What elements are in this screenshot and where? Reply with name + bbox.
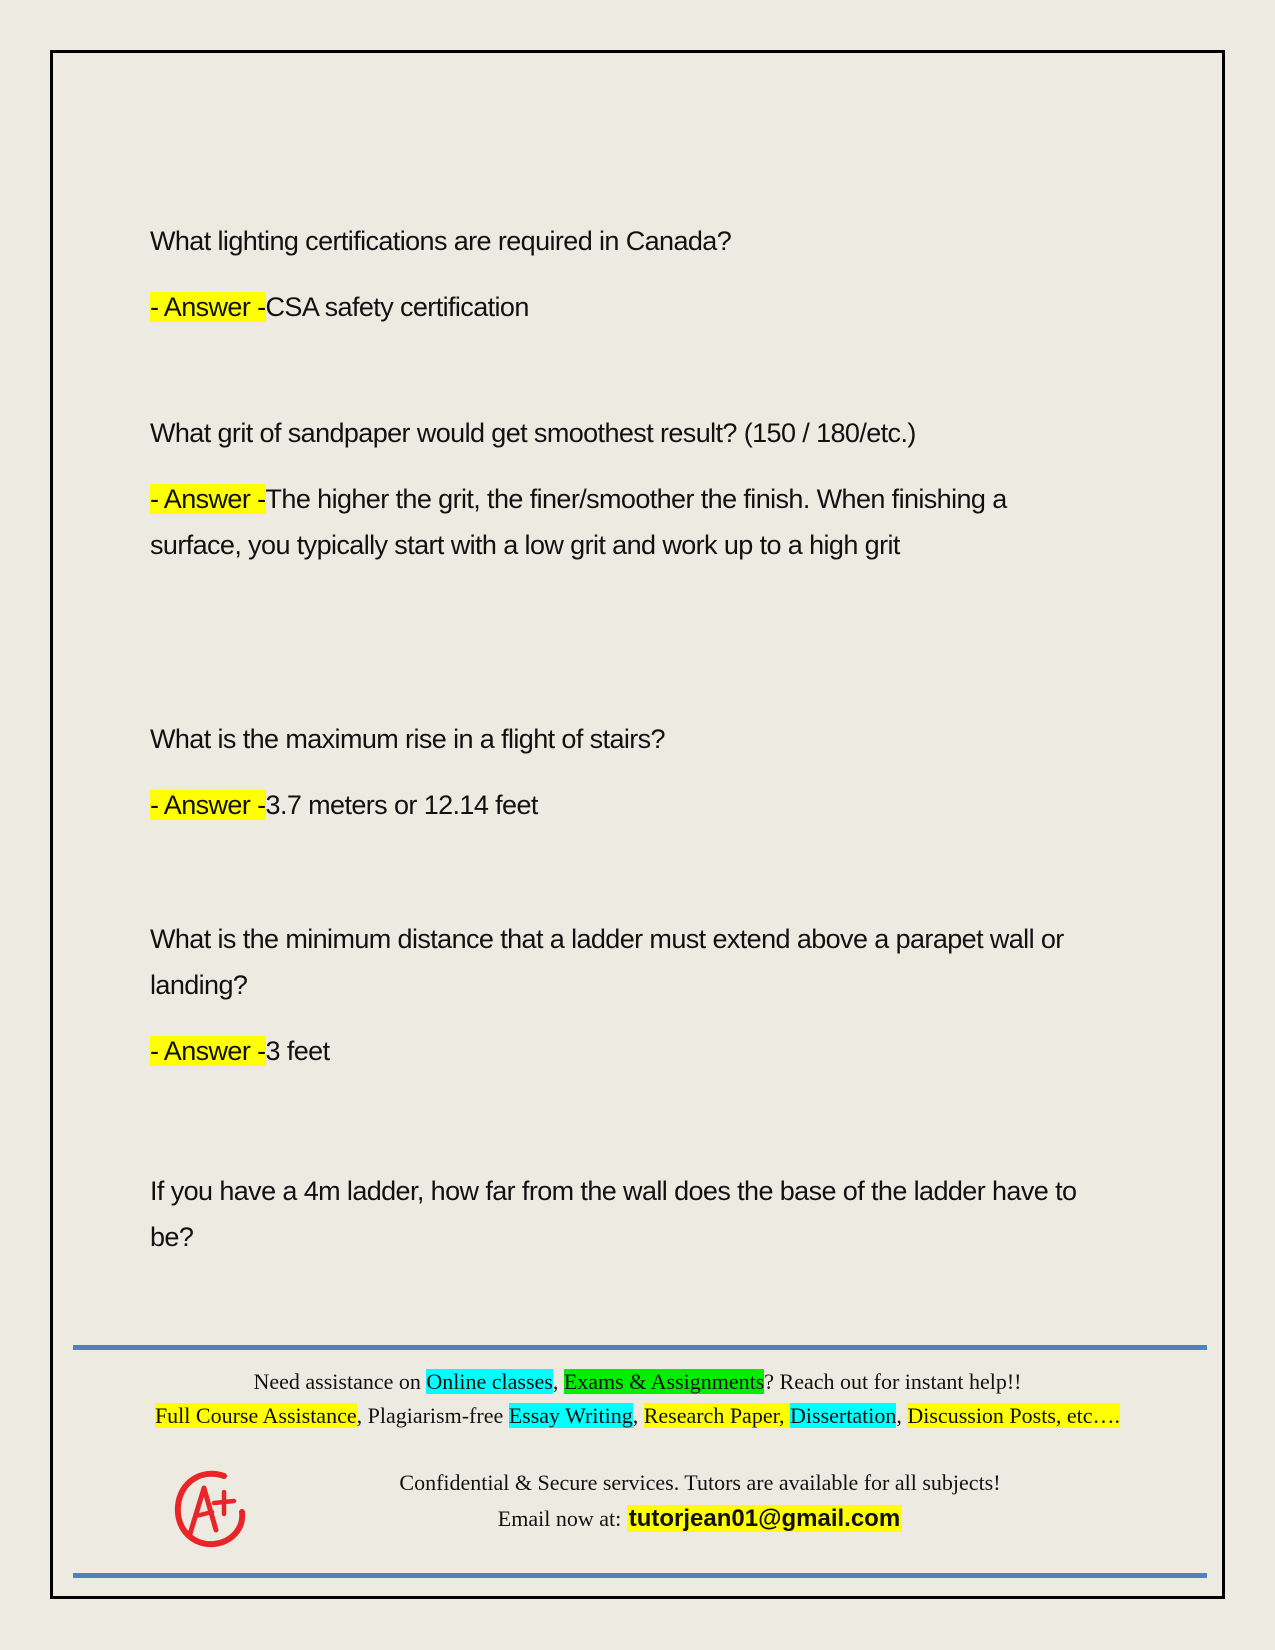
footer-bottom-rule	[73, 1573, 1207, 1578]
qa-item	[150, 410, 1100, 568]
answer-body: 3 feet	[265, 1036, 330, 1066]
answer-label: - Answer -	[150, 1036, 266, 1066]
answer-text	[150, 782, 1100, 828]
answer-label: - Answer -	[150, 292, 266, 322]
footer-text: ,	[552, 1369, 564, 1394]
footer-line-1	[60, 1365, 1215, 1399]
footer-text: ,	[896, 1403, 908, 1428]
question-text: What grit of sandpaper would get smoothest result? (150 / 180/etc.)	[150, 418, 916, 448]
footer-text: ,	[632, 1403, 644, 1428]
footer-text: Need assistance on	[253, 1369, 427, 1394]
qa-item	[150, 218, 1100, 330]
answer-body: The higher the grit, the finer/smoother the finish. When finishing a surface, you typically start with a low grit and work up to a high grit	[150, 484, 1007, 560]
question-text: What lighting certifications are required in Canada?	[150, 226, 732, 256]
answer-body: CSA safety certification	[265, 292, 529, 322]
footer-text: , Plagiarism-free	[356, 1403, 509, 1428]
question-text: What is the minimum distance that a ladder must extend above a parapet wall or landing?	[150, 924, 1064, 1000]
answer-text	[150, 284, 1100, 330]
a-plus-logo-icon	[172, 1468, 248, 1550]
answer-label: - Answer -	[150, 790, 266, 820]
email-label: Email now at:	[497, 1506, 627, 1531]
answer-label: - Answer -	[150, 484, 266, 514]
footer-email-line	[250, 1502, 1150, 1536]
highlight-full-course: Full Course Assistance	[154, 1403, 357, 1428]
answer-body: 3.7 meters or 12.14 feet	[265, 790, 538, 820]
footer-line-3: Confidential & Secure services. Tutors are available for all subjects!	[399, 1470, 1001, 1495]
question-text: If you have a 4m ladder, how far from the wall does the base of the ladder have to be?	[150, 1176, 1077, 1252]
qa-item	[150, 716, 1100, 828]
qa-item	[150, 1168, 1100, 1280]
footer-text: ? Reach out for instant help!!	[764, 1369, 1022, 1394]
footer-line-2	[60, 1399, 1215, 1433]
question-text: What is the maximum rise in a flight of stairs?	[150, 724, 665, 754]
highlight-online-classes: Online classes	[426, 1369, 553, 1394]
qa-item	[150, 916, 1100, 1074]
answer-text	[150, 476, 1100, 568]
highlight-exams: Exams & Assignments	[563, 1369, 765, 1394]
footer-top-rule	[73, 1345, 1207, 1350]
highlight-essay: Essay Writing	[508, 1403, 633, 1428]
email-link[interactable]: tutorjean01@gmail.com	[628, 1505, 901, 1532]
highlight-dissertation: Dissertation	[790, 1403, 897, 1428]
answer-text	[150, 1028, 1100, 1074]
highlight-research: Research Paper,	[643, 1403, 791, 1428]
highlight-discussion: Discussion Posts, etc….	[907, 1403, 1121, 1428]
